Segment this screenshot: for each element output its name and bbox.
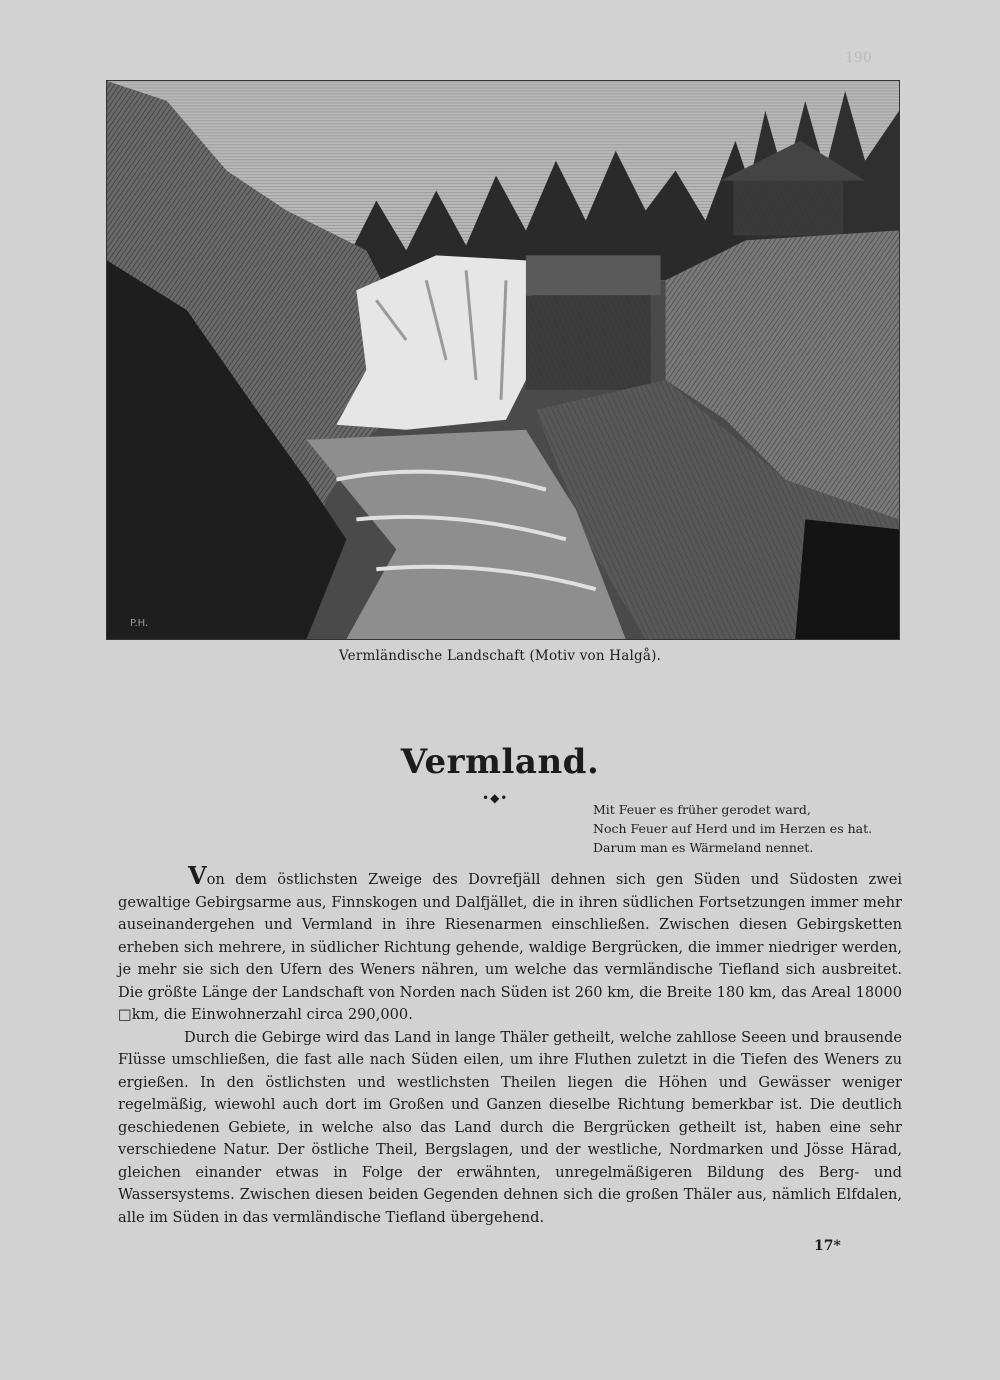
drop-cap: V xyxy=(188,861,207,890)
paragraph xyxy=(118,861,902,1027)
motto-line: Mit Feuer es früher gerodet ward, xyxy=(593,802,811,817)
page-title: Vermland. xyxy=(400,742,600,782)
motto-line: Darum man es Wärmeland nennet. xyxy=(593,840,814,855)
landscape-illustration xyxy=(106,80,900,640)
illustration-caption: Vermländische Landschaft (Motiv von Halgå). xyxy=(338,648,662,664)
page-number: 190 xyxy=(845,50,872,66)
paragraph: Durch die Gebirge wird das Land in lange Thäler getheilt, welche zahllose Seeen und brausende Flüsse umschließen, die fast alle nach Süden eilen, um ihre Fluthen zuletzt in die Tiefen des Weners zu ergießen. In den östlichsten und westlichsten Theilen liegen die Höhen und Gewässer weniger regelmäßig, wiewohl auch dort im Großen und Ganzen dieselbe Richtung bemerkbar ist. Die deutlich geschiedenen Gebiete, in welche also das Land durch die Bergrücken getheilt ist, haben eine sehr verschiedene Natur. Der östliche Theil, Bergslagen, und der westliche, Nordmarken und Jösse Härad, gleichen einander etwas in Folge der erwähnten, unregelmäßigeren Bildung des Berg- und Wassersystems. Zwischen diesen beiden Gegenden dehnen sich die großen Thäler aus, nämlich Elfdalen, alle im Süden in das vermländische Tiefland übergehend. xyxy=(118,1028,902,1226)
signature-mark: 17* xyxy=(814,1238,841,1254)
body-text xyxy=(118,861,902,1229)
paragraph-text: on dem östlichsten Zweige des Dovrefjäll dehnen sich gen Süden und Südosten zwei gewaltige Gebirgsarme aus, Finnskogen und Dalfjället, die in ihren südlichen Fortsetzungen immer mehr auseinandergehen und Vermland in ihre Riesenarmen einschließen. Zwischen diesen Gebirgsketten erheben sich mehrere, in südlicher Richtung gehende, waldige Bergrücken, die immer niedriger werden, je mehr sie sich den Ufern des Weners nähren, um welche das vermländische Tiefland sich ausbreitet. Die größte Länge der Landschaft von Norden nach Süden ist 260 km, die Breite 180 km, das Areal 18000 □km, die Einwohnerzahl circa 290,000. xyxy=(118,871,902,1023)
landscape-engraving-icon xyxy=(107,81,899,639)
motto-verse xyxy=(593,800,872,857)
motto-line: Noch Feuer auf Herd und im Herzen es hat. xyxy=(593,821,873,836)
artist-mark: P.H. xyxy=(130,618,149,629)
ornament-divider: •◆• xyxy=(482,791,509,805)
